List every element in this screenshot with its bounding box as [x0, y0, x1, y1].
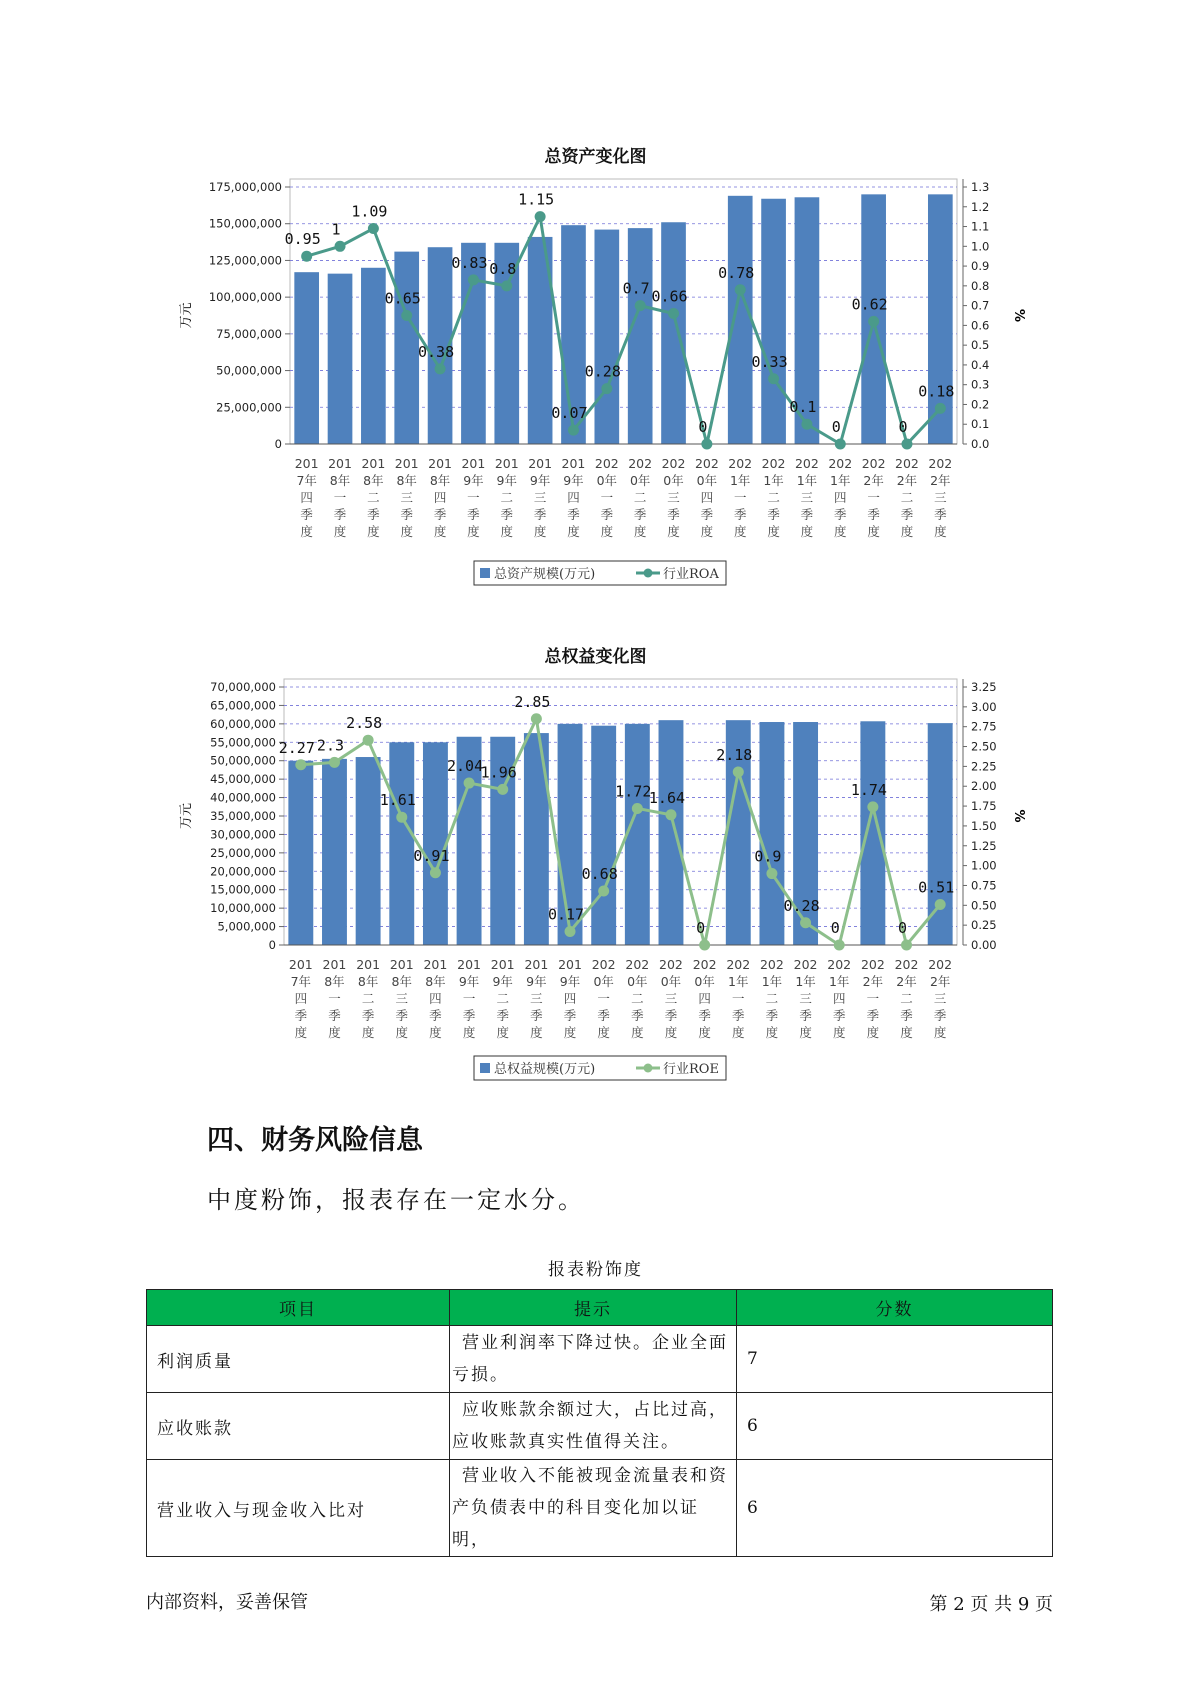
y-tick-label: 45,000,000 — [210, 772, 276, 787]
y-tick-label: 40,000,000 — [210, 790, 276, 805]
line-point — [935, 403, 946, 414]
row-item: 应收账款 — [147, 1393, 450, 1460]
y-tick-label: 60,000,000 — [210, 716, 276, 731]
y-tick-label: 125,000,000 — [208, 253, 282, 268]
y2-tick-label: 1.3 — [971, 180, 990, 194]
legend-line-label: 行业ROA — [663, 567, 719, 582]
x-tick-label: 201 8年三季度 — [394, 456, 419, 539]
line-point — [665, 809, 676, 820]
line-point — [733, 766, 744, 777]
footer-page-number: 第 2 页 共 9 页 — [929, 1594, 1053, 1615]
y2-axis-label: % — [1011, 809, 1026, 823]
line-point — [301, 251, 312, 262]
line-point — [401, 310, 412, 321]
line-point — [800, 917, 811, 928]
table-row — [147, 1393, 1053, 1460]
legend-bar-swatch — [480, 568, 490, 578]
y2-tick-label: 0.50 — [971, 898, 997, 913]
y-tick-label: 100,000,000 — [208, 290, 282, 305]
x-tick-label: 202 0年二季度 — [628, 456, 653, 539]
line-point — [363, 735, 374, 746]
x-tick-label: 202 2年三季度 — [928, 456, 953, 539]
bar — [328, 274, 353, 444]
bar — [322, 759, 347, 945]
x-tick-label: 202 0年一季度 — [594, 456, 619, 539]
bar — [591, 726, 616, 945]
data-label: 0.78 — [718, 263, 755, 282]
y-tick-label: 25,000,000 — [210, 845, 276, 860]
data-label: 2.85 — [514, 692, 551, 711]
y2-tick-label: 1.00 — [971, 858, 997, 873]
total-assets-chart — [0, 130, 1191, 600]
y-tick-label: 70,000,000 — [210, 680, 276, 694]
y2-tick-label: 1.75 — [971, 799, 997, 814]
line-point — [635, 300, 646, 311]
data-label: 0.18 — [918, 382, 955, 401]
y2-tick-label: 0.8 — [971, 278, 990, 293]
y-tick-label: 0 — [274, 437, 282, 451]
bar — [423, 742, 448, 945]
line-point — [701, 439, 712, 450]
chart-title: 总权益变化图 — [544, 647, 647, 667]
risk-table — [146, 1289, 1053, 1557]
data-label: 1.09 — [351, 202, 388, 221]
data-label: 0.07 — [551, 404, 588, 423]
data-label: 0.51 — [918, 878, 955, 897]
y2-tick-label: 0.75 — [971, 878, 997, 893]
y2-tick-label: 1.0 — [971, 239, 990, 254]
y2-tick-label: 0.7 — [971, 298, 990, 313]
y2-tick-label: 0.6 — [971, 318, 990, 333]
line-point — [598, 886, 609, 897]
x-tick-label: 201 9年三季度 — [528, 456, 553, 539]
y2-tick-label: 2.75 — [971, 719, 997, 734]
line-point — [497, 784, 508, 795]
x-tick-label: 202 0年三季度 — [659, 957, 683, 1040]
y2-tick-label: 0.5 — [971, 338, 990, 353]
data-label: 0 — [696, 919, 706, 937]
x-tick-label: 201 9年二季度 — [494, 456, 519, 539]
section-body: 中度粉饰，报表存在一定水分。 — [207, 1186, 585, 1214]
legend-bar-swatch — [480, 1063, 490, 1073]
data-label: 0 — [898, 418, 908, 436]
total-equity-chart-svg — [0, 630, 1191, 1100]
line-point — [435, 363, 446, 374]
line-point — [335, 241, 346, 252]
x-tick-label: 201 9年四季度 — [558, 957, 582, 1040]
data-label: 2.3 — [316, 736, 345, 755]
data-label: 0 — [831, 418, 841, 436]
row-hint: 营业收入不能被现金流量表和资产负债表中的科目变化加以证明， — [450, 1460, 737, 1557]
x-tick-label: 202 1年二季度 — [761, 456, 786, 539]
data-label: 0.83 — [451, 253, 488, 272]
x-tick-label: 201 8年四季度 — [423, 957, 448, 1040]
y2-tick-label: 2.25 — [971, 759, 997, 774]
y-tick-label: 20,000,000 — [210, 864, 276, 879]
data-label: 0.66 — [651, 287, 688, 306]
data-label: 2.58 — [346, 714, 383, 733]
line-point — [565, 926, 576, 937]
data-label: 0.62 — [851, 295, 888, 314]
y-tick-label: 55,000,000 — [210, 735, 276, 750]
x-tick-label: 201 9年四季度 — [561, 456, 586, 539]
line-point — [430, 867, 441, 878]
x-tick-label: 201 8年三季度 — [389, 957, 414, 1040]
x-tick-label: 202 2年三季度 — [928, 957, 953, 1040]
bar — [628, 228, 653, 444]
table-header-row — [147, 1290, 1053, 1326]
line-point — [901, 940, 912, 951]
total-equity-chart — [0, 630, 1191, 1100]
line-point — [901, 439, 912, 450]
y-tick-label: 10,000,000 — [210, 901, 276, 916]
data-label: 0 — [698, 418, 708, 436]
line-point — [535, 211, 546, 222]
line-point — [468, 274, 479, 285]
y-axis-label: 万元 — [179, 302, 194, 329]
x-tick-label: 201 8年二季度 — [361, 456, 386, 539]
line-point — [867, 801, 878, 812]
y2-tick-label: 1.25 — [971, 838, 997, 853]
y-tick-label: 75,000,000 — [216, 326, 282, 341]
x-tick-label: 201 8年一季度 — [322, 957, 347, 1040]
y2-tick-label: 0.9 — [971, 259, 990, 274]
y-tick-label: 35,000,000 — [210, 809, 276, 823]
y2-tick-label: 2.00 — [971, 779, 997, 794]
data-label: 0.17 — [547, 905, 585, 924]
section-heading: 四、财务风险信息 — [207, 1125, 423, 1156]
data-label: 2.27 — [278, 738, 315, 757]
row-score: 7 — [737, 1326, 1053, 1393]
bar — [461, 243, 486, 444]
x-tick-label: 201 9年一季度 — [457, 957, 482, 1040]
line-point — [632, 803, 643, 814]
data-label: 0.9 — [754, 847, 782, 866]
data-label: 2.18 — [716, 745, 753, 764]
table-caption: 报表粉饰度 — [548, 1260, 643, 1280]
line-point — [834, 940, 845, 951]
line-point — [568, 425, 579, 436]
row-item: 营业收入与现金收入比对 — [147, 1460, 450, 1557]
x-tick-label: 202 2年二季度 — [894, 957, 919, 1040]
y2-tick-label: 1.1 — [971, 219, 990, 234]
row-item: 利润质量 — [147, 1326, 450, 1393]
x-tick-label: 202 1年四季度 — [827, 957, 852, 1040]
x-tick-label: 202 2年二季度 — [895, 456, 919, 539]
x-tick-label: 201 9年三季度 — [524, 957, 549, 1040]
bar — [594, 230, 619, 444]
y-tick-label: 150,000,000 — [208, 216, 282, 231]
y-axis-label: 万元 — [179, 802, 194, 830]
data-label: 0.65 — [384, 289, 421, 308]
line-point — [368, 223, 379, 234]
line-point — [768, 373, 779, 384]
y-tick-label: 25,000,000 — [216, 400, 282, 415]
line-point — [766, 868, 777, 879]
bar — [928, 723, 953, 945]
bar — [625, 724, 650, 945]
y2-tick-label: 1.2 — [971, 199, 990, 214]
footer-left: 内部资料，妥善保管 — [146, 1592, 308, 1613]
row-hint: 营业利润率下降过快。企业全面亏损。 — [450, 1326, 737, 1393]
total-assets-chart-svg — [0, 130, 1191, 600]
data-label: 1.96 — [480, 763, 517, 782]
bar — [356, 757, 381, 945]
x-tick-label: 202 1年一季度 — [726, 957, 751, 1040]
y2-tick-label: 3.25 — [971, 680, 997, 694]
y2-tick-label: 0.4 — [971, 357, 990, 372]
bar — [394, 252, 419, 444]
y-tick-label: 0 — [268, 938, 276, 952]
line-point — [935, 899, 946, 910]
bar — [389, 742, 414, 945]
bar — [860, 721, 885, 945]
data-label: 0.28 — [783, 896, 820, 915]
data-label: 0.95 — [284, 230, 321, 249]
line-point — [501, 280, 512, 291]
y-tick-label: 50,000,000 — [216, 363, 282, 378]
data-label: 0.68 — [581, 865, 618, 884]
x-tick-label: 202 1年四季度 — [828, 456, 853, 539]
bar — [288, 761, 313, 945]
line-point — [295, 759, 306, 770]
y2-tick-label: 0.1 — [971, 417, 990, 432]
header-item: 项目 — [147, 1290, 450, 1326]
data-label: 1.64 — [648, 788, 686, 807]
y-tick-label: 5,000,000 — [217, 919, 276, 934]
data-label: 1.74 — [850, 780, 887, 799]
chart-title: 总资产变化图 — [544, 147, 647, 167]
row-score: 6 — [737, 1460, 1053, 1557]
y2-tick-label: 0.2 — [971, 397, 990, 412]
header-score: 分数 — [737, 1290, 1053, 1326]
y2-tick-label: 3.00 — [971, 699, 997, 714]
line-point — [396, 812, 407, 823]
header-hint: 提示 — [450, 1290, 737, 1326]
legend-bar-label: 总资产规模(万元) — [494, 567, 596, 582]
bar — [661, 222, 686, 444]
x-tick-label: 202 1年三季度 — [793, 957, 818, 1040]
x-tick-label: 202 0年三季度 — [661, 456, 686, 539]
data-label: 0.38 — [418, 342, 455, 361]
x-tick-label: 201 7年四季度 — [288, 957, 313, 1040]
legend-line-marker — [644, 569, 653, 578]
x-tick-label: 201 7年四季度 — [294, 456, 319, 539]
line-point — [835, 439, 846, 450]
x-tick-label: 202 0年四季度 — [694, 456, 719, 539]
data-label: 0.91 — [413, 846, 450, 865]
y-tick-label: 50,000,000 — [210, 753, 276, 768]
bar — [361, 268, 386, 444]
line-point — [699, 940, 710, 951]
data-label: 1.15 — [518, 190, 555, 209]
data-label: 2.04 — [447, 757, 484, 776]
x-tick-label: 202 0年一季度 — [591, 957, 616, 1040]
y2-axis-label: % — [1011, 308, 1026, 323]
data-label: 0 — [830, 919, 840, 937]
bar — [759, 722, 784, 945]
y2-tick-label: 0.0 — [971, 437, 990, 451]
x-tick-label: 202 0年二季度 — [625, 957, 650, 1040]
data-label: 0.33 — [751, 352, 788, 371]
y-tick-label: 175,000,000 — [208, 180, 282, 194]
x-tick-label: 202 1年二季度 — [759, 957, 784, 1040]
x-tick-label: 202 2年一季度 — [860, 957, 885, 1040]
data-label: 1.72 — [615, 782, 652, 801]
legend-line-label: 行业ROE — [663, 1062, 719, 1077]
plot-frame — [284, 679, 957, 945]
y2-tick-label: 1.50 — [971, 818, 997, 833]
bar — [728, 196, 753, 444]
x-tick-label: 202 1年三季度 — [794, 456, 819, 539]
data-label: 0.7 — [622, 279, 650, 298]
y-tick-label: 30,000,000 — [210, 827, 276, 842]
x-tick-label: 201 8年一季度 — [328, 456, 352, 539]
bar — [761, 199, 786, 444]
line-point — [601, 383, 612, 394]
row-score: 6 — [737, 1393, 1053, 1460]
line-point — [329, 757, 340, 768]
line-point — [735, 284, 746, 295]
y-tick-label: 65,000,000 — [210, 698, 276, 713]
data-label: 0.1 — [789, 398, 817, 417]
bar — [659, 720, 684, 945]
y-tick-label: 15,000,000 — [210, 882, 276, 897]
line-point — [464, 778, 475, 789]
x-tick-label: 202 2年一季度 — [861, 456, 886, 539]
x-tick-label: 201 9年二季度 — [490, 957, 515, 1040]
table-row — [147, 1460, 1053, 1557]
x-tick-label: 201 9年一季度 — [461, 456, 486, 539]
line-point — [868, 316, 879, 327]
x-tick-label: 202 0年四季度 — [692, 957, 717, 1040]
data-label: 1.61 — [379, 791, 416, 810]
x-tick-label: 202 1年一季度 — [728, 456, 753, 539]
legend-line-marker — [644, 1064, 653, 1073]
row-hint: 应收账款余额过大，占比过高，应收账款真实性值得关注。 — [450, 1393, 737, 1460]
data-label: 0.28 — [584, 362, 621, 381]
y2-tick-label: 0.00 — [971, 938, 997, 952]
line-point — [801, 419, 812, 430]
x-tick-label: 201 8年四季度 — [428, 456, 453, 539]
data-label: 0 — [898, 919, 908, 937]
bar — [294, 272, 319, 444]
line-point — [531, 713, 542, 724]
data-label: 1 — [331, 220, 341, 239]
legend-bar-label: 总权益规模(万元) — [494, 1062, 596, 1077]
y2-tick-label: 0.25 — [971, 918, 997, 933]
x-tick-label: 201 8年二季度 — [356, 957, 381, 1040]
y2-tick-label: 0.3 — [971, 377, 990, 392]
data-label: 0.8 — [489, 259, 517, 278]
table-row — [147, 1326, 1053, 1393]
line-point — [668, 308, 679, 319]
y2-tick-label: 2.50 — [971, 739, 997, 754]
